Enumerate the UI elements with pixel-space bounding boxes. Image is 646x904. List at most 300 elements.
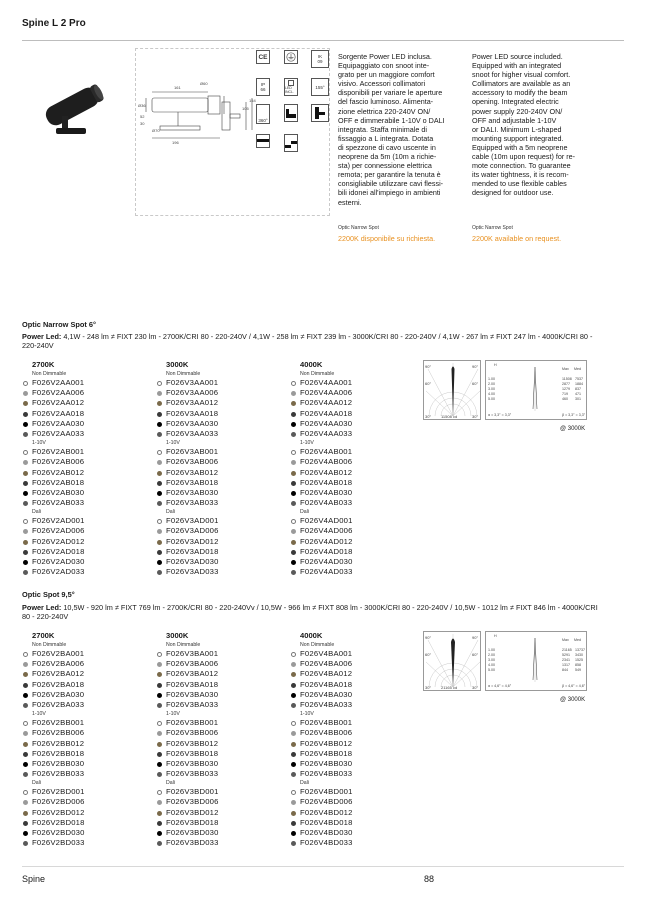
product-code-row: [156, 659, 274, 669]
product-code: F026V2AA033: [32, 428, 85, 438]
product-code-row: [22, 419, 140, 429]
finish-color-swatch: [23, 529, 28, 534]
product-code: F026V4AB033: [300, 498, 353, 508]
finish-color-swatch: [157, 693, 162, 698]
finish-color-swatch: [157, 450, 162, 455]
product-code-row: [290, 447, 408, 457]
product-code-row: [290, 728, 408, 738]
table-cell: 1.00: [488, 648, 495, 652]
product-code-row: [22, 488, 140, 498]
product-code-row: [290, 557, 408, 567]
product-code-row: [22, 797, 140, 807]
product-code: F026V4BB012: [300, 738, 353, 748]
product-code-row: [22, 447, 140, 457]
ik-value: 09: [317, 59, 323, 64]
finish-color-swatch: [291, 401, 296, 406]
finish-color-swatch: [23, 381, 28, 386]
product-code: F026V4BA001: [300, 649, 353, 658]
finish-color-swatch: [291, 721, 296, 726]
finish-color-swatch: [157, 460, 162, 465]
finish-color-swatch: [23, 800, 28, 805]
dim-30: 30: [140, 121, 145, 126]
dimming-group-label: 1-10V: [32, 440, 46, 447]
finish-color-swatch: [291, 432, 296, 437]
product-code-row: [290, 749, 408, 759]
table-header: Med: [574, 367, 581, 371]
finish-color-swatch: [291, 381, 296, 386]
product-code-row: [290, 409, 408, 419]
product-code: F026V4BB030: [300, 758, 353, 768]
finish-color-swatch: [291, 570, 296, 575]
product-code-row: [290, 429, 408, 439]
tilt-angle-icon: 155°: [311, 78, 329, 96]
product-code-row: [22, 759, 140, 769]
product-code-row: [156, 690, 274, 700]
product-code: F026V4BD012: [300, 807, 353, 817]
dimming-group-label: Non Dimmable: [32, 371, 67, 377]
table-cell: 844: [562, 668, 568, 672]
illuminance-table: [485, 631, 587, 691]
product-code: F026V2AB030: [32, 487, 85, 497]
product-code-row: [156, 787, 274, 797]
finish-color-swatch: [291, 693, 296, 698]
optic-note-label-it: Optic Narrow Spot: [338, 225, 379, 231]
finish-color-swatch: [23, 752, 28, 757]
product-code: F026V4BD006: [300, 797, 353, 807]
dim-105: 105: [242, 106, 249, 111]
dim-diameter-60: Ø60: [200, 81, 208, 86]
color-temperature-heading: 3000K: [166, 360, 189, 369]
product-code-row: [290, 516, 408, 526]
product-code-row: [156, 680, 274, 690]
product-code: F026V2BB001: [32, 718, 85, 728]
product-code: F026V4BD001: [300, 787, 353, 797]
finish-color-swatch: [23, 471, 28, 476]
product-code-row: [156, 547, 274, 557]
product-code-row: [22, 398, 140, 408]
product-code: F026V3AB030: [166, 487, 219, 497]
measurement-temperature: @ 3000K: [560, 697, 586, 703]
table-cell: 5.00: [488, 668, 495, 672]
product-code: F026V2AD030: [32, 557, 85, 566]
product-code: F026V2AA030: [32, 418, 85, 428]
product-code-row: [156, 468, 274, 478]
finish-color-swatch: [291, 450, 296, 455]
product-code: F026V4BA033: [300, 699, 353, 709]
finish-color-swatch: [291, 540, 296, 545]
dimming-group-label: 1-10V: [300, 711, 314, 718]
product-code: F026V3AD018: [166, 546, 219, 556]
power-led-label: Power Led:: [22, 603, 62, 612]
dim-length: 161: [174, 85, 181, 90]
product-code: F026V3BD006: [166, 797, 219, 807]
finish-color-swatch: [157, 422, 162, 427]
product-code: F026V2AB001: [32, 447, 85, 457]
product-code: F026V3AB033: [166, 498, 219, 508]
product-code: F026V4AD001: [300, 516, 353, 526]
finish-color-swatch: [291, 683, 296, 688]
product-code: F026V3BA001: [166, 649, 219, 658]
finish-color-swatch: [157, 752, 162, 757]
finish-color-swatch: [23, 731, 28, 736]
product-code: F026V3AD033: [166, 567, 219, 577]
product-code-row: [22, 547, 140, 557]
rotation-icon: 360°: [256, 104, 270, 124]
finish-color-swatch: [157, 550, 162, 555]
product-code-row: [22, 818, 140, 828]
product-code: F026V2AD018: [32, 546, 85, 556]
product-code-row: [22, 478, 140, 488]
product-code: F026V2BD001: [32, 787, 85, 797]
product-code: F026V2BB012: [32, 738, 85, 748]
table-cell: 2.00: [488, 653, 495, 657]
product-code-row: [290, 818, 408, 828]
product-code: F026V2AD006: [32, 526, 85, 536]
product-code: F026V3BB006: [166, 728, 219, 738]
power-led-label: Power Led:: [22, 332, 62, 341]
product-code-row: [22, 649, 140, 659]
dimming-group-label: Dali: [32, 509, 41, 516]
table-cell: 2.00: [488, 382, 495, 386]
product-code-row: [290, 398, 408, 408]
product-code: F026V3AB006: [166, 457, 219, 467]
product-code: F026V2BB033: [32, 769, 85, 779]
product-code-row: [156, 739, 274, 749]
product-code-row: [22, 769, 140, 779]
illuminance-table: [485, 360, 587, 420]
polar-angle-label: 90°: [472, 635, 479, 640]
finish-color-swatch: [291, 790, 296, 795]
product-code-row: [22, 468, 140, 478]
dimming-group-label: Dali: [166, 509, 175, 516]
table-cell: 837: [575, 387, 581, 391]
beam-cone-graphic: [520, 367, 550, 411]
side-drawing: [218, 96, 258, 136]
product-code-row: [156, 769, 274, 779]
table-header: Max: [562, 367, 569, 371]
product-code: F026V4BA012: [300, 669, 353, 679]
product-code: F026V3BD001: [166, 787, 219, 797]
product-code-row: [156, 478, 274, 488]
finish-color-swatch: [23, 501, 28, 506]
product-code: F026V3AB018: [166, 477, 219, 487]
product-code-row: [156, 828, 274, 838]
polar-diagram: [423, 631, 481, 691]
product-code-row: [156, 498, 274, 508]
product-code-row: [290, 378, 408, 388]
product-code: F026V2AB012: [32, 467, 85, 477]
finish-color-swatch: [23, 412, 28, 417]
dimming-group-label: 1-10V: [32, 711, 46, 718]
product-code: F026V3AD012: [166, 536, 219, 546]
product-code: F026V4BA018: [300, 679, 353, 689]
finish-color-swatch: [157, 560, 162, 565]
power-led-values: 4,1W - 248 lm ≠ FIXT 230 lm - 2700K/CRI 80 - 220-240V / 4,1W - 258 lm ≠ FIXT 239 lm - 3000K/CRI 80 - 220-240V / 4,1W - 267 lm ≠ FIXT 247 lm - 4000K/CRI 80 - 220-240V: [22, 332, 593, 351]
product-code-row: [22, 567, 140, 577]
finish-color-swatch: [157, 652, 162, 657]
finish-color-swatch: [157, 790, 162, 795]
product-code: F026V4AA001: [300, 378, 353, 387]
finish-color-swatch: [157, 481, 162, 486]
product-code: F026V3BA012: [166, 669, 219, 679]
product-code-row: [290, 478, 408, 488]
product-code: F026V2BA001: [32, 649, 85, 658]
product-code-row: [156, 649, 274, 659]
table-cell: 21165: [562, 648, 572, 652]
finish-color-swatch: [157, 471, 162, 476]
product-code: F026V3AA018: [166, 408, 219, 418]
product-code: F026V4BA030: [300, 689, 353, 699]
finish-color-swatch: [23, 570, 28, 575]
table-cell: 719: [562, 392, 568, 396]
finish-color-swatch: [23, 742, 28, 747]
finish-color-swatch: [157, 540, 162, 545]
product-code-row: [290, 769, 408, 779]
finish-color-swatch: [23, 652, 28, 657]
product-code: F026V4AB030: [300, 487, 353, 497]
mount-wall-icon: [311, 104, 329, 122]
optic-note-label-en: Optic Narrow Spot: [472, 225, 513, 231]
table-cell: 858: [575, 663, 581, 667]
finish-color-swatch: [23, 519, 28, 524]
finish-color-swatch: [23, 821, 28, 826]
product-code: F026V2BA006: [32, 659, 85, 669]
polar-angle-label: 30°: [425, 414, 432, 419]
product-code: F026V2BD006: [32, 797, 85, 807]
product-code: F026V4AB018: [300, 477, 353, 487]
footer-divider: [22, 866, 624, 867]
product-code-row: [290, 759, 408, 769]
product-code: F026V4BA006: [300, 659, 353, 669]
dimming-group-label: 1-10V: [166, 711, 180, 718]
product-code-row: [156, 669, 274, 679]
table-cell: 4.00: [488, 663, 495, 667]
header-divider: [22, 40, 624, 41]
product-code: F026V3BA030: [166, 689, 219, 699]
finish-color-swatch: [291, 731, 296, 736]
product-code: F026V3AD006: [166, 526, 219, 536]
dimming-group-label: 1-10V: [300, 440, 314, 447]
polar-max-cd: 11508 cd: [441, 414, 458, 419]
color-temperature-heading: 3000K: [166, 631, 189, 640]
product-code-row: [290, 808, 408, 818]
table-cell: 2341: [562, 658, 570, 662]
product-code-row: [290, 457, 408, 467]
finish-color-swatch: [291, 519, 296, 524]
product-code-row: [22, 808, 140, 818]
finish-color-swatch: [291, 841, 296, 846]
ce-icon: CE: [256, 50, 270, 64]
product-code-row: [156, 808, 274, 818]
code-column: [156, 360, 274, 577]
finish-color-swatch: [291, 662, 296, 667]
color-temperature-heading: 2700K: [32, 631, 55, 640]
product-code-row: [290, 718, 408, 728]
product-code-row: [290, 388, 408, 398]
product-code-row: [22, 700, 140, 710]
finish-color-swatch: [23, 772, 28, 777]
product-code-row: [290, 690, 408, 700]
product-code-row: [290, 468, 408, 478]
product-code: F026V2AD033: [32, 567, 85, 577]
beam-cone-graphic: [520, 638, 550, 682]
product-code: F026V2BA018: [32, 679, 85, 689]
table-cell: 471: [575, 392, 581, 396]
product-code-row: [156, 447, 274, 457]
code-column: [22, 631, 140, 848]
power-led-text: [22, 603, 602, 622]
product-code-row: [290, 498, 408, 508]
product-code: F026V4AA033: [300, 428, 353, 438]
product-code-row: [156, 749, 274, 759]
product-code: F026V3AD030: [166, 557, 219, 566]
dimming-group-label: Dali: [32, 780, 41, 787]
product-code: F026V3BB018: [166, 748, 219, 758]
footer-section-name: Spine: [22, 874, 46, 884]
beam-angle-note: α = 3,3° = 3,3°: [488, 413, 512, 417]
dimming-group-label: Non Dimmable: [32, 642, 67, 648]
finish-color-swatch: [23, 811, 28, 816]
product-code-row: [22, 669, 140, 679]
product-code-row: [290, 537, 408, 547]
finish-color-swatch: [291, 831, 296, 836]
finish-color-swatch: [291, 560, 296, 565]
polar-angle-label: 90°: [425, 364, 432, 369]
product-code-row: [290, 669, 408, 679]
product-code-row: [22, 828, 140, 838]
ground-symbol-icon: [284, 50, 298, 64]
product-code: F026V2BA012: [32, 669, 85, 679]
product-code: F026V2BA033: [32, 699, 85, 709]
finish-color-swatch: [291, 652, 296, 657]
finish-color-swatch: [291, 412, 296, 417]
product-code-row: [156, 728, 274, 738]
product-code-columns: [22, 631, 422, 846]
product-code: F026V4BB006: [300, 728, 353, 738]
product-code: F026V2BA030: [32, 689, 85, 699]
product-code-row: [290, 649, 408, 659]
product-code: F026V4AB006: [300, 457, 353, 467]
dimming-group-label: Dali: [300, 780, 309, 787]
product-code: F026V2AD001: [32, 516, 85, 526]
finish-color-swatch: [23, 481, 28, 486]
finish-color-swatch: [23, 550, 28, 555]
polar-angle-label: 60°: [472, 652, 479, 657]
power-led-text: [22, 332, 602, 351]
finish-color-swatch: [23, 560, 28, 565]
color-temperature-heading: 4000K: [300, 360, 323, 369]
product-code: F026V3BA033: [166, 699, 219, 709]
product-code-row: [22, 537, 140, 547]
finish-color-swatch: [157, 491, 162, 496]
product-code-row: [22, 680, 140, 690]
product-code: F026V3BD012: [166, 807, 219, 817]
table-header: H: [494, 363, 497, 367]
finish-color-swatch: [23, 703, 28, 708]
product-code: F026V3BA006: [166, 659, 219, 669]
optic-note-en: 2200K available on request.: [472, 234, 562, 243]
product-code-row: [22, 388, 140, 398]
finish-color-swatch: [291, 800, 296, 805]
finish-color-swatch: [23, 540, 28, 545]
product-code-row: [22, 409, 140, 419]
finish-color-swatch: [291, 811, 296, 816]
product-code: F026V4BD030: [300, 828, 353, 837]
product-code-row: [290, 838, 408, 848]
finish-color-swatch: [157, 821, 162, 826]
finish-color-swatch: [23, 841, 28, 846]
polar-angle-label: 60°: [425, 652, 432, 657]
dimming-group-label: 1-10V: [166, 440, 180, 447]
product-code-row: [156, 398, 274, 408]
finish-color-swatch: [23, 422, 28, 427]
dimming-group-label: Non Dimmable: [300, 642, 335, 648]
color-temperature-heading: 4000K: [300, 631, 323, 640]
product-code: F026V3BB001: [166, 718, 219, 728]
finish-color-swatch: [157, 841, 162, 846]
product-code: F026V2AA006: [32, 388, 85, 398]
finish-color-swatch: [23, 460, 28, 465]
product-code: F026V4AA018: [300, 408, 353, 418]
product-code-row: [290, 547, 408, 557]
product-code: F026V2BB030: [32, 758, 85, 768]
ip-value: 66: [260, 87, 266, 92]
ik-label: IK: [317, 54, 323, 59]
product-code-row: [156, 838, 274, 848]
beam-angle-note: β = 3,3° = 3,3°: [562, 413, 586, 417]
finish-color-swatch: [291, 471, 296, 476]
table-cell: 7537: [575, 377, 583, 381]
table-cell: 1317: [562, 663, 570, 667]
polar-angle-label: 30°: [472, 685, 479, 690]
product-code: F026V2BB006: [32, 728, 85, 738]
finish-color-swatch: [23, 401, 28, 406]
table-cell: 1525: [575, 658, 583, 662]
product-code: F026V2AB006: [32, 457, 85, 467]
dim-diameter-36: Ø36: [138, 103, 146, 108]
measurement-temperature: @ 3000K: [560, 426, 586, 432]
product-code: F026V2BD018: [32, 817, 85, 827]
finish-color-swatch: [291, 772, 296, 777]
dimming-group-label: Non Dimmable: [300, 371, 335, 377]
table-cell: 5291: [562, 653, 570, 657]
polar-angle-label: 30°: [472, 414, 479, 419]
product-code-row: [22, 526, 140, 536]
table-cell: 3.00: [488, 658, 495, 662]
finish-color-swatch: [291, 491, 296, 496]
product-code: F026V3AA006: [166, 388, 219, 398]
code-column: [290, 631, 408, 848]
code-column: [290, 360, 408, 577]
finish-color-swatch: [23, 662, 28, 667]
finish-color-swatch: [23, 790, 28, 795]
color-temperature-heading: 2700K: [32, 360, 55, 369]
table-cell: 549: [575, 668, 581, 672]
product-code-row: [22, 690, 140, 700]
product-code: F026V2BD030: [32, 828, 85, 837]
product-code: F026V3BA018: [166, 679, 219, 689]
dim-154: 154: [249, 98, 256, 103]
product-code: F026V4AA030: [300, 418, 353, 428]
dimming-group-label: Non Dimmable: [166, 642, 201, 648]
finish-color-swatch: [23, 491, 28, 496]
finish-color-swatch: [23, 450, 28, 455]
table-cell: 301: [575, 397, 581, 401]
description-english: Power LED source included. Equipped with an integrated snoot for higher visual comfort. Collimators are available as an accessory to modify the beam opening. Integrated electric power supply 220-240V ON/ OFF and adjustable 1-10V or DALI. Minimum L-shaped mounting support integrated. Equipped with a 5m neoprene cable (10m upon request) for re- mote connection. To guarantee its water tightness, it is recom- mended to use flexible cables designed for outdoor use.: [472, 52, 576, 198]
product-code: F026V2AA012: [32, 398, 85, 408]
product-code: F026V2AB018: [32, 477, 85, 487]
product-code-row: [156, 388, 274, 398]
